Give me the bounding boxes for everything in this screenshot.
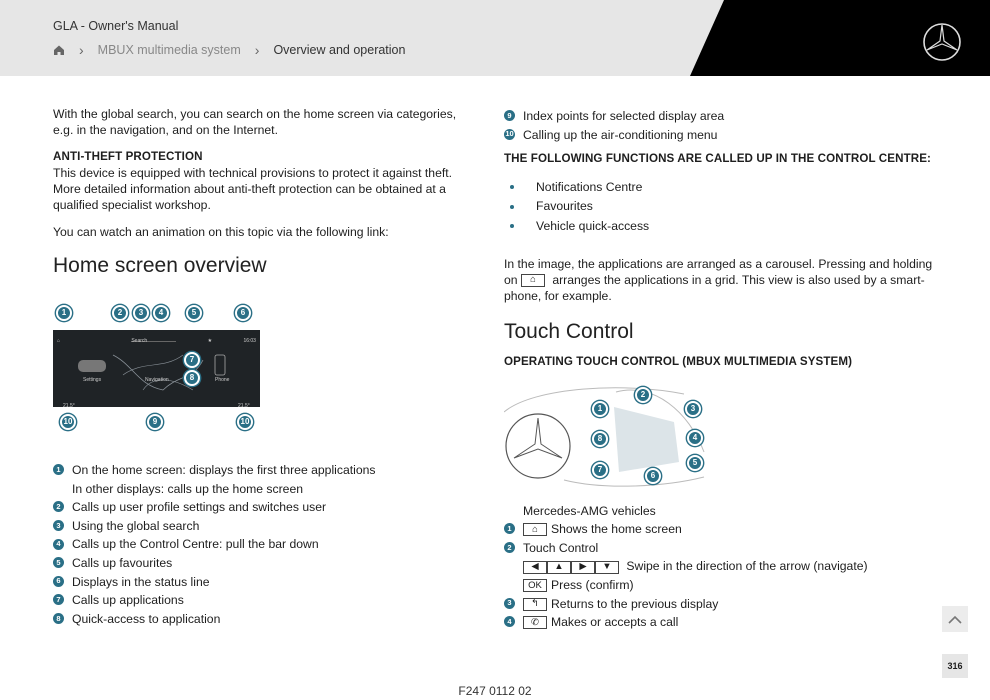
list-item: 3 Using the global search [53, 518, 473, 534]
temp-right: 21.5° [238, 403, 250, 407]
list-item: 10 Calling up the air-conditioning menu [505, 127, 718, 142]
phone-icon: ✆ [523, 616, 547, 629]
scroll-to-top-button[interactable] [942, 606, 968, 632]
touch-control-title: OPERATING TOUCH CONTROL (MBUX MULTIMEDIA SYSTEM) [504, 354, 853, 368]
breadcrumb [53, 42, 405, 58]
touch-control-heading: Touch Control [504, 319, 634, 343]
callout-7: 7 [592, 462, 608, 478]
amg-note: Mercedes-AMG vehicles [523, 503, 656, 518]
ok-key: OK [523, 579, 547, 592]
control-centre-title: THE FOLLOWING FUNCTIONS ARE CALLED UP IN THE CONTROL CENTRE: [504, 151, 932, 165]
list-item: 7 Calls up applications [53, 592, 473, 608]
callout-6: 6 [235, 305, 251, 321]
list-item: 4 ✆ Makes or accepts a call [504, 614, 934, 630]
back-arrow-icon: ↰ [523, 598, 547, 611]
list-item: 2 Touch Control [504, 540, 934, 556]
arrow-down-icon: ▼ [595, 561, 619, 574]
list-item: 2 Calls up user profile settings and switches user [53, 499, 473, 515]
app-label-navigation: Navigation [145, 377, 169, 383]
touch-control-legend [504, 503, 934, 631]
list-item: Favourites [504, 198, 934, 214]
home-screen-figure [53, 304, 263, 436]
list-item: Vehicle quick-access [504, 218, 934, 234]
home-icon: ⌂ [57, 338, 61, 344]
callout-2: 2 [112, 305, 128, 321]
temp-left: 21.5° [63, 403, 75, 407]
global-search-text: With the global search, you can search on the home screen via categories, e.g. in the navigation, and on the Internet. [53, 107, 457, 137]
callout-10b: 10 [237, 414, 253, 430]
callout-1: 1 [592, 401, 608, 417]
arrow-right-icon: ▶ [571, 561, 595, 574]
callout-8: 8 [184, 370, 200, 386]
arrow-up-icon: ▲ [547, 561, 571, 574]
app-label-phone: Phone [215, 377, 230, 383]
mercedes-star-logo [922, 22, 962, 62]
list-item: 1 On the home screen: displays the first three applications [53, 462, 473, 478]
arrow-left-icon: ◀ [523, 561, 547, 574]
left-column [53, 106, 473, 629]
callout-7: 7 [184, 352, 200, 368]
star-icon: ★ [207, 338, 213, 344]
callout-4: 4 [153, 305, 169, 321]
home-screen-legend [53, 462, 473, 627]
breadcrumb-link[interactable]: MBUX multimedia system [97, 43, 241, 57]
callout-3: 3 [685, 401, 701, 417]
list-item: Notifications Centre [504, 179, 934, 195]
callout-4: 4 [687, 430, 703, 446]
list-item: 6 Displays in the status line [53, 574, 473, 590]
anti-theft-text: This device is equipped with technical provisions to protect it against theft. More detailed information about anti-theft protection can be obtained at a qualified specialist workshop. [53, 166, 453, 212]
callout-9: 9 [147, 414, 163, 430]
callout-2: 2 [635, 387, 651, 403]
right-column [504, 108, 934, 633]
callout-1: 1 [56, 305, 72, 321]
home-key-icon: ⌂ [521, 274, 545, 287]
list-item: 3 ↰ Returns to the previous display [504, 596, 934, 612]
carousel-text: In the image, the applications are arranged as a carousel. Pressing and holding on ⌂ arranges the applications in a grid. This view is also used by a smart-phone, for example. [504, 256, 933, 303]
chevron-up-icon [948, 615, 962, 624]
list-item: In other displays: calls up the home screen [72, 481, 304, 496]
list-item: 9 Index points for selected display area [504, 108, 934, 124]
breadcrumb-current: Overview and operation [273, 43, 406, 57]
list-item: OK Press (confirm) [504, 577, 934, 593]
manual-title: GLA - Owner's Manual [53, 19, 179, 33]
home-icon[interactable] [53, 44, 65, 56]
page-number: 316 [942, 654, 968, 678]
home-key-icon: ⌂ [523, 523, 547, 536]
callout-5: 5 [186, 305, 202, 321]
callout-3: 3 [133, 305, 149, 321]
list-item: ◀ ▲ ▶ ▼ Swipe in the direction of the arrow (navigate) [504, 558, 934, 574]
callout-10: 10 [60, 414, 76, 430]
callout-6: 6 [645, 468, 661, 484]
app-label-settings: Settings [83, 377, 102, 383]
list-item: 4 Calls up the Control Centre: pull the bar down [53, 536, 473, 552]
animation-text: You can watch an animation on this topic via the following link: [53, 225, 389, 239]
callout-5: 5 [687, 455, 703, 471]
home-screen-image [53, 330, 260, 407]
list-item: 5 Calls up favourites [53, 555, 473, 571]
chevron-right-icon: › [254, 42, 260, 58]
chevron-right-icon: › [79, 42, 84, 58]
page-header [0, 0, 990, 76]
anti-theft-title: ANTI-THEFT PROTECTION [53, 150, 203, 163]
search-field: Search [131, 333, 176, 342]
figure-reference: F247 0112 02 [458, 684, 532, 698]
callout-8: 8 [592, 431, 608, 447]
status-time: 16:03 [243, 338, 256, 344]
touch-control-figure [504, 382, 714, 490]
home-screen-heading: Home screen overview [53, 254, 267, 277]
list-item: 1 ⌂ Shows the home screen [504, 521, 934, 537]
list-item: 8 Quick-access to application [53, 611, 473, 627]
